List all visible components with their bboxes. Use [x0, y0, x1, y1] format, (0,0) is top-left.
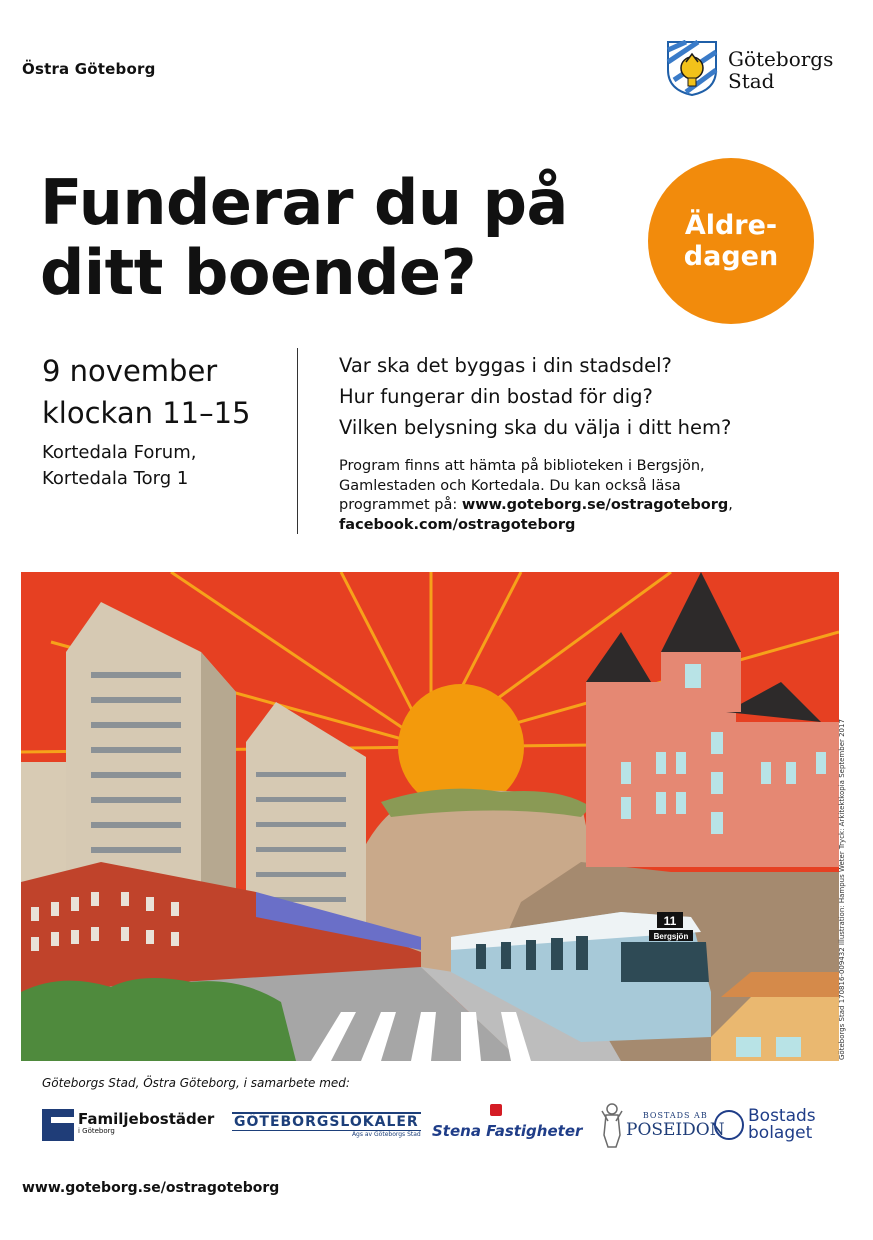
footer-url[interactable]: www.goteborg.se/ostragoteborg — [22, 1180, 280, 1196]
bostadsbolaget-seal-icon — [714, 1110, 744, 1140]
logo-text: Göteborgs Stad — [728, 47, 834, 93]
goteborgslokaler-sub: Ägs av Göteborgs Stad — [351, 1131, 421, 1138]
poseidon-figure-icon — [598, 1101, 626, 1149]
stena-name: Stena Fastigheter — [432, 1122, 583, 1140]
program-text: Program finns att hämta på biblioteken i Bergsjön, Gamlestaden och Kortedala. Du kan också läsa programmet på: — [339, 458, 705, 513]
goteborgslokaler-name: GÖTEBORGSLOKALER — [234, 1114, 419, 1130]
badge-label: Äldre- dagen — [683, 210, 779, 272]
program-info — [339, 457, 759, 535]
question-item: Hur fungerar din bostad för dig? — [339, 385, 653, 408]
bostadsbolaget-name: Bostads bolaget — [748, 1106, 816, 1143]
question-item: Vilken belysning ska du välja i ditt hem? — [339, 416, 732, 439]
familjebostader-name: Familjebostäder — [78, 1110, 215, 1128]
page-headline: Funderar du på ditt boende? — [40, 166, 568, 309]
aldredagen-badge — [648, 158, 814, 324]
tram-windscreen — [621, 942, 709, 982]
poseidon-logo — [598, 1100, 725, 1150]
city-illustration — [21, 572, 839, 1061]
stena-fastigheter-logo — [432, 1100, 582, 1150]
question-item: Var ska det byggas i din stadsdel? — [339, 354, 672, 377]
familjebostader-logo — [42, 1100, 214, 1150]
goteborgs-stad-logo — [666, 40, 856, 100]
district-name: Östra Göteborg — [22, 60, 156, 78]
column-divider — [297, 348, 298, 534]
website-link[interactable]: www.goteborg.se/ostragoteborg — [461, 497, 729, 513]
trees — [21, 978, 296, 1061]
bostadsbolaget-logo — [714, 1100, 816, 1150]
city-crest-icon — [666, 40, 718, 96]
goteborgslokaler-logo — [232, 1100, 421, 1150]
partners-label: Göteborgs Stad, Östra Göteborg, i samarbete med: — [42, 1076, 350, 1090]
facebook-link[interactable]: facebook.com/ostragoteborg — [339, 516, 576, 533]
question-list — [339, 350, 731, 443]
poseidon-name: POSEIDON — [626, 1119, 725, 1140]
poseidon-top-text: BOSTADS AB — [642, 1110, 708, 1120]
tram-destination: Bergsjön — [653, 932, 689, 941]
stena-s-icon — [490, 1104, 502, 1116]
familjebostader-sub: i Göteborg — [78, 1127, 115, 1135]
event-date: 9 november klockan 11–15 — [42, 354, 251, 430]
familjebostader-mark-icon — [42, 1109, 74, 1141]
event-venue: Kortedala Forum, Kortedala Torg 1 — [42, 442, 197, 489]
illustration-credit: Göteborgs Stad 170816-009432 Illustration: Hampus Weter Tryck: Arkitektkopia September 2017 — [838, 719, 846, 1060]
tram-number: 11 — [663, 914, 677, 928]
link-separator: , — [728, 497, 733, 513]
